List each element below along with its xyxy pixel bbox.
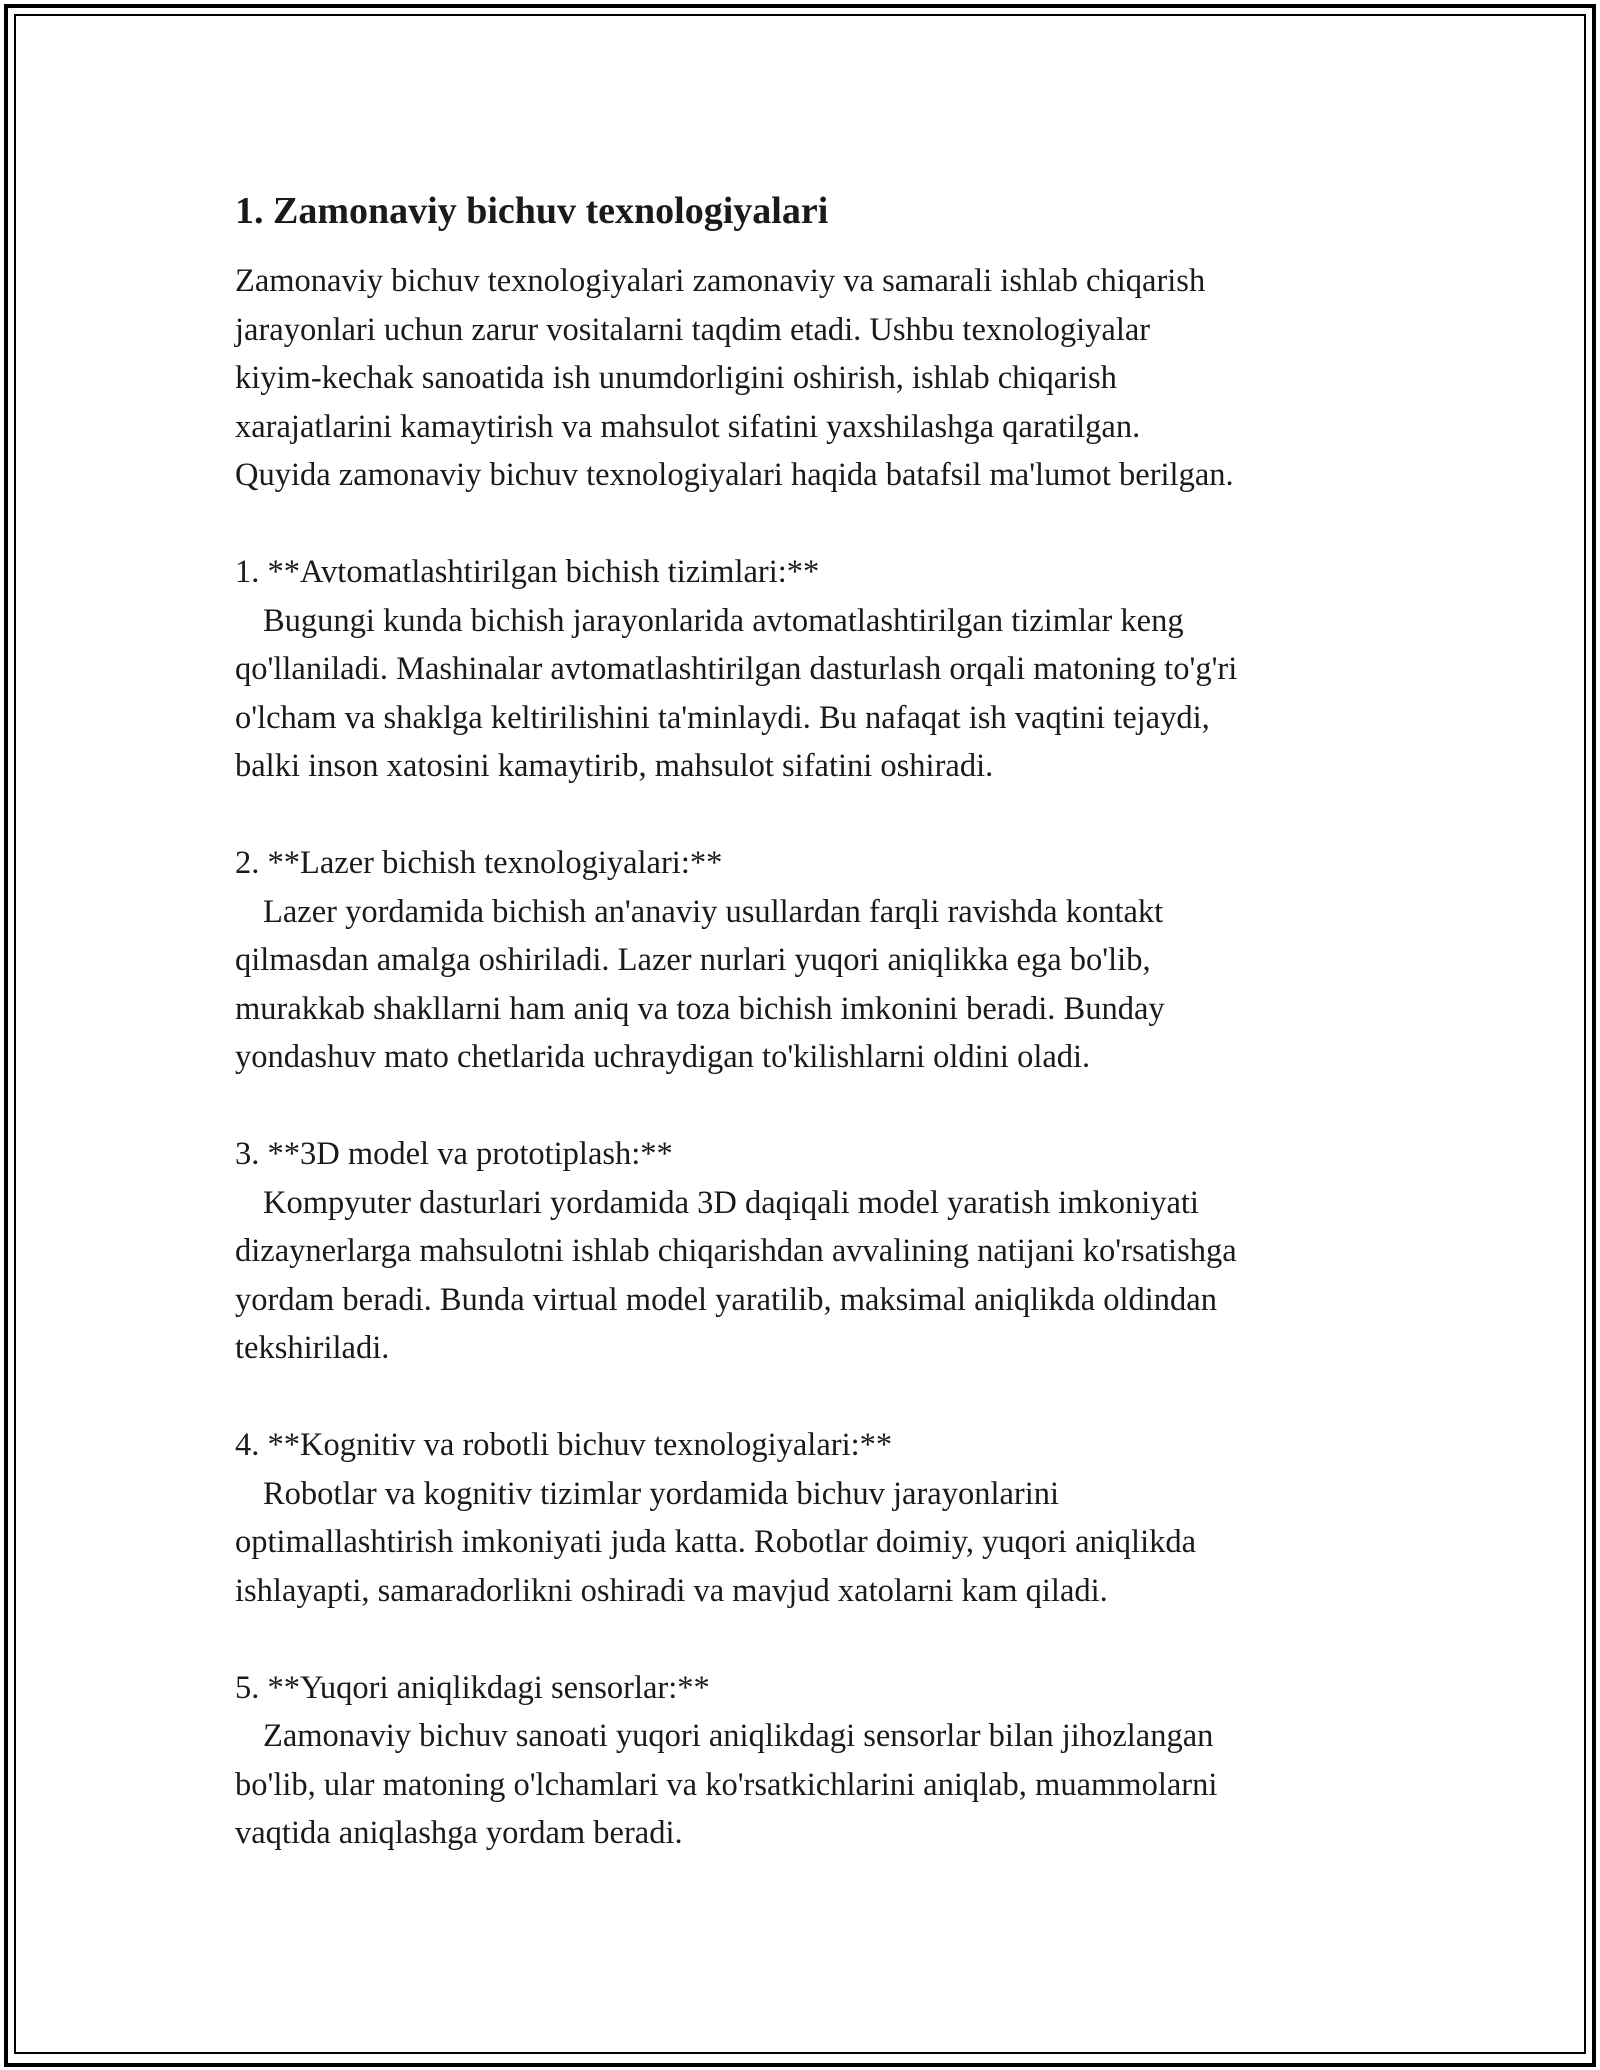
- item-title: 1. **Avtomatlashtirilgan bichish tizimlari:**: [235, 554, 820, 590]
- item-line: yondashuv mato chetlarida uchraydigan to'kilishlarni oldini oladi.: [235, 1039, 1091, 1075]
- item-title: 4. **Kognitiv va robotli bichuv texnologiyalari:**: [235, 1427, 893, 1463]
- list-item: [235, 1421, 1385, 1615]
- intro-line: Zamonaviy bichuv texnologiyalari zamonaviy va samarali ishlab chiqarish: [235, 263, 1206, 299]
- item-line: dizaynerlarga mahsulotni ishlab chiqarishdan avvalining natijani ko'rsatishga: [235, 1233, 1237, 1269]
- list-item: [235, 1130, 1385, 1373]
- item-line: murakkab shakllarni ham aniq va toza bichish imkonini beradi. Bunday: [235, 990, 1165, 1027]
- intro-line: jarayonlari uchun zarur vositalarni taqdim etadi. Ushbu texnologiyalar: [235, 311, 1151, 348]
- item-line: Lazer yordamida bichish an'anaviy usullardan farqli ravishda kontakt: [263, 893, 1164, 930]
- item-line: Kompyuter dasturlari yordamida 3D daqiqali model yaratish imkoniyati: [263, 1184, 1199, 1221]
- item-title: 3. **3D model va prototiplash:**: [235, 1136, 673, 1172]
- item-line: Robotlar va kognitiv tizimlar yordamida bichuv jarayonlarini: [263, 1475, 1060, 1512]
- item-line: qilmasdan amalga oshiriladi. Lazer nurlari yuqori aniqlikka ega bo'lib,: [235, 942, 1151, 978]
- list-item: [235, 548, 1385, 791]
- section-heading: 1. Zamonaviy bichuv texnologiyalari: [235, 190, 829, 232]
- item-line: ishlayapti, samaradorlikni oshiradi va mavjud xatolarni kam qiladi.: [235, 1572, 1108, 1609]
- item-line: vaqtida aniqlashga yordam beradi.: [235, 1815, 683, 1851]
- item-line: o'lcham va shaklga keltirilishini ta'minlaydi. Bu nafaqat ish vaqtini tejaydi,: [235, 699, 1210, 736]
- item-title: 2. **Lazer bichish texnologiyalari:**: [235, 845, 723, 881]
- intro-line: kiyim-kechak sanoatida ish unumdorligini oshirish, ishlab chiqarish: [235, 360, 1117, 396]
- item-line: Bugungi kunda bichish jarayonlarida avtomatlashtirilgan tizimlar keng: [263, 602, 1184, 639]
- item-title: 5. **Yuqori aniqlikdagi sensorlar:**: [235, 1669, 710, 1706]
- item-line: yordam beradi. Bunda virtual model yaratilib, maksimal aniqlikda oldindan: [235, 1281, 1217, 1318]
- item-line: balki inson xatosini kamaytirib, mahsulot sifatini oshiradi.: [235, 748, 994, 784]
- list-item: [235, 839, 1385, 1082]
- list-item: [235, 1664, 1385, 1858]
- intro-line: xarajatlarini kamaytirish va mahsulot sifatini yaxshilashga qaratilgan.: [235, 408, 1141, 445]
- intro-paragraph: [235, 257, 1385, 500]
- document-body: [235, 185, 1385, 1858]
- item-line: Zamonaviy bichuv sanoati yuqori aniqlikdagi sensorlar bilan jihozlangan: [263, 1718, 1214, 1754]
- intro-line: Quyida zamonaviy bichuv texnologiyalari haqida batafsil ma'lumot berilgan.: [235, 457, 1234, 493]
- item-line: optimallashtirish imkoniyati juda katta. Robotlar doimiy, yuqori aniqlikda: [235, 1524, 1197, 1560]
- item-line: tekshiriladi.: [235, 1330, 390, 1366]
- item-line: qo'llaniladi. Mashinalar avtomatlashtirilgan dasturlash orqali matoning to'g'ri: [235, 651, 1238, 687]
- item-line: bo'lib, ular matoning o'lchamlari va ko'rsatkichlarini aniqlab, muammolarni: [235, 1766, 1218, 1803]
